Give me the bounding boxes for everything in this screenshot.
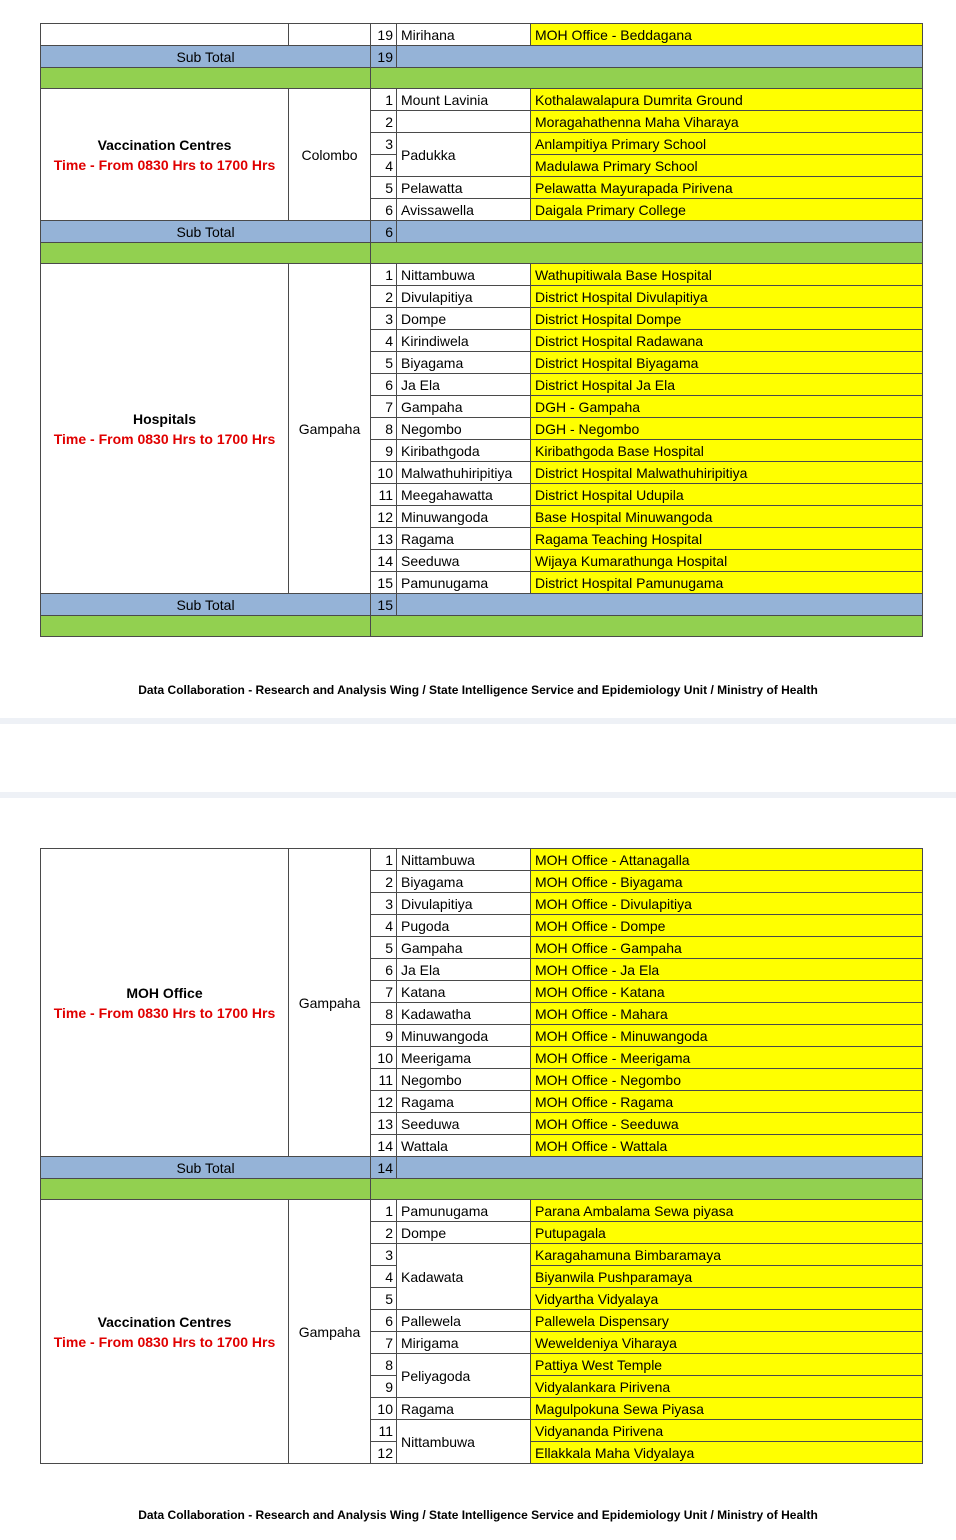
subtotal-label: Sub Total	[41, 1157, 371, 1179]
row-number: 12	[371, 1091, 397, 1113]
row-number: 6	[371, 199, 397, 221]
location-cell: MOH Office - Divulapitiya	[531, 893, 923, 915]
location-cell: Kiribathgoda Base Hospital	[531, 440, 923, 462]
area-cell: Seeduwa	[397, 550, 531, 572]
area-cell: Nittambuwa	[397, 1420, 531, 1464]
category-time: Time - From 0830 Hrs to 1700 Hrs	[53, 430, 276, 447]
district-cell: Gampaha	[289, 849, 371, 1157]
row-number: 10	[371, 1047, 397, 1069]
area-cell: Divulapitiya	[397, 286, 531, 308]
row-number: 3	[371, 308, 397, 330]
area-cell: Biyagama	[397, 871, 531, 893]
page-1	[0, 0, 956, 718]
row-number: 2	[371, 286, 397, 308]
area-cell: Malwathuhiripitiya	[397, 462, 531, 484]
location-cell: Madulawa Primary School	[531, 155, 923, 177]
subtotal-label: Sub Total	[41, 221, 371, 243]
area-cell: Negombo	[397, 1069, 531, 1091]
row-number: 13	[371, 528, 397, 550]
row-number: 7	[371, 396, 397, 418]
area-cell	[397, 111, 531, 133]
row-number: 1	[371, 264, 397, 286]
location-cell: District Hospital Biyagama	[531, 352, 923, 374]
location-cell: MOH Office - Gampaha	[531, 937, 923, 959]
location-cell: MOH Office - Beddagana	[531, 24, 923, 46]
row-number: 3	[371, 133, 397, 155]
row-number: 3	[371, 1244, 397, 1266]
subtotal-row	[41, 46, 923, 68]
location-cell: DGH - Gampaha	[531, 396, 923, 418]
location-cell: Pattiya West Temple	[531, 1354, 923, 1376]
location-cell: District Hospital Pamunugama	[531, 572, 923, 594]
row-number: 6	[371, 1310, 397, 1332]
row-number: 5	[371, 937, 397, 959]
category-time: Time - From 0830 Hrs to 1700 Hrs	[53, 1004, 276, 1021]
area-cell: Avissawella	[397, 199, 531, 221]
area-cell: Kadawata	[397, 1244, 531, 1310]
location-cell: Kothalawalapura Dumrita Ground	[531, 89, 923, 111]
subtotal-value: 15	[371, 594, 397, 616]
location-cell: MOH Office - Dompe	[531, 915, 923, 937]
area-cell: Pamunugama	[397, 1200, 531, 1222]
location-cell: Pallewela Dispensary	[531, 1310, 923, 1332]
row-number: 9	[371, 1376, 397, 1398]
area-cell: Dompe	[397, 1222, 531, 1244]
row-number: 5	[371, 177, 397, 199]
footer-credit: Data Collaboration - Research and Analysis Wing / State Intelligence Service and Epidemiology Unit / Ministry of Health	[138, 1508, 818, 1522]
location-cell: MOH Office - Seeduwa	[531, 1113, 923, 1135]
row-number: 6	[371, 374, 397, 396]
location-cell: Putupagala	[531, 1222, 923, 1244]
location-cell: Ragama Teaching Hospital	[531, 528, 923, 550]
location-cell: MOH Office - Negombo	[531, 1069, 923, 1091]
table-row	[41, 849, 923, 871]
table-row	[41, 89, 923, 111]
area-cell: Nittambuwa	[397, 849, 531, 871]
schedule-table-1	[40, 23, 923, 637]
location-cell: Daigala Primary College	[531, 199, 923, 221]
category-cell	[41, 264, 289, 594]
schedule-table-2	[40, 848, 923, 1464]
location-cell: Moragahathenna Maha Viharaya	[531, 111, 923, 133]
area-cell: Nittambuwa	[397, 264, 531, 286]
row-number: 10	[371, 462, 397, 484]
area-cell: Kirindiwela	[397, 330, 531, 352]
area-cell: Pugoda	[397, 915, 531, 937]
location-cell: Wathupitiwala Base Hospital	[531, 264, 923, 286]
subtotal-row	[41, 1157, 923, 1179]
location-cell: MOH Office - Mahara	[531, 1003, 923, 1025]
divider-row	[41, 243, 923, 264]
area-cell: Meerigama	[397, 1047, 531, 1069]
location-cell: Weweldeniya Viharaya	[531, 1332, 923, 1354]
row-number: 7	[371, 981, 397, 1003]
location-cell: Karagahamuna Bimbaramaya	[531, 1244, 923, 1266]
location-cell: MOH Office - Minuwangoda	[531, 1025, 923, 1047]
row-number: 12	[371, 506, 397, 528]
row-number: 14	[371, 1135, 397, 1157]
row-number: 2	[371, 871, 397, 893]
divider-row	[41, 1179, 923, 1200]
row-number: 4	[371, 155, 397, 177]
row-number: 1	[371, 849, 397, 871]
row-number: 4	[371, 1266, 397, 1288]
area-cell: Peliyagoda	[397, 1354, 531, 1398]
table-row	[41, 24, 923, 46]
row-number: 15	[371, 572, 397, 594]
area-cell: Ragama	[397, 1091, 531, 1113]
row-number: 9	[371, 440, 397, 462]
area-cell: Wattala	[397, 1135, 531, 1157]
area-cell: Mirihana	[397, 24, 531, 46]
subtotal-label: Sub Total	[41, 46, 371, 68]
page-2	[0, 798, 956, 1540]
row-number: 8	[371, 1003, 397, 1025]
location-cell: District Hospital Ja Ela	[531, 374, 923, 396]
area-cell: Katana	[397, 981, 531, 1003]
area-cell: Pelawatta	[397, 177, 531, 199]
area-cell: Meegahawatta	[397, 484, 531, 506]
location-cell: MOH Office - Biyagama	[531, 871, 923, 893]
row-number: 6	[371, 959, 397, 981]
row-number: 2	[371, 1222, 397, 1244]
area-cell: Seeduwa	[397, 1113, 531, 1135]
location-cell: Wijaya Kumarathunga Hospital	[531, 550, 923, 572]
category-time: Time - From 0830 Hrs to 1700 Hrs	[53, 156, 276, 173]
row-number: 8	[371, 1354, 397, 1376]
table-row	[41, 1200, 923, 1222]
location-cell: Magulpokuna Sewa Piyasa	[531, 1398, 923, 1420]
row-number: 8	[371, 418, 397, 440]
area-cell: Mount Lavinia	[397, 89, 531, 111]
location-cell: District Hospital Udupila	[531, 484, 923, 506]
row-number: 7	[371, 1332, 397, 1354]
divider-row	[41, 68, 923, 89]
table-row	[41, 264, 923, 286]
row-number: 13	[371, 1113, 397, 1135]
row-number: 5	[371, 352, 397, 374]
area-cell: Negombo	[397, 418, 531, 440]
page-separator	[0, 718, 956, 798]
row-number: 11	[371, 484, 397, 506]
area-cell: Ja Ela	[397, 959, 531, 981]
category-cell	[41, 849, 289, 1157]
divider-row	[41, 616, 923, 637]
area-cell: Pamunugama	[397, 572, 531, 594]
location-cell: District Hospital Divulapitiya	[531, 286, 923, 308]
row-number: 12	[371, 1442, 397, 1464]
category-cell	[41, 89, 289, 221]
location-cell: Vidyananda Pirivena	[531, 1420, 923, 1442]
row-number: 10	[371, 1398, 397, 1420]
location-cell: District Hospital Radawana	[531, 330, 923, 352]
location-cell: Parana Ambalama Sewa piyasa	[531, 1200, 923, 1222]
area-cell: Ragama	[397, 1398, 531, 1420]
footer-credit: Data Collaboration - Research and Analysis Wing / State Intelligence Service and Epidemiology Unit / Ministry of Health	[138, 683, 818, 697]
location-cell: DGH - Negombo	[531, 418, 923, 440]
subtotal-row	[41, 594, 923, 616]
category-title: MOH Office	[126, 984, 203, 1001]
location-cell: District Hospital Malwathuhiripitiya	[531, 462, 923, 484]
row-number: 4	[371, 915, 397, 937]
location-cell: MOH Office - Ja Ela	[531, 959, 923, 981]
area-cell: Padukka	[397, 133, 531, 177]
category-title: Vaccination Centres	[97, 136, 232, 153]
district-cell: Gampaha	[289, 1200, 371, 1464]
category-title: Hospitals	[132, 410, 196, 427]
location-cell: MOH Office - Wattala	[531, 1135, 923, 1157]
area-cell: Gampaha	[397, 396, 531, 418]
row-number: 3	[371, 893, 397, 915]
area-cell: Pallewela	[397, 1310, 531, 1332]
location-cell: Biyanwila Pushparamaya	[531, 1266, 923, 1288]
area-cell: Gampaha	[397, 937, 531, 959]
subtotal-label: Sub Total	[41, 594, 371, 616]
area-cell: Divulapitiya	[397, 893, 531, 915]
area-cell: Kadawatha	[397, 1003, 531, 1025]
area-cell: Kiribathgoda	[397, 440, 531, 462]
area-cell: Ragama	[397, 528, 531, 550]
location-cell: MOH Office - Attanagalla	[531, 849, 923, 871]
subtotal-value: 14	[371, 1157, 397, 1179]
subtotal-row	[41, 221, 923, 243]
row-number: 4	[371, 330, 397, 352]
row-number: 9	[371, 1025, 397, 1047]
location-cell: District Hospital Dompe	[531, 308, 923, 330]
subtotal-value: 6	[371, 221, 397, 243]
location-cell: Vidyartha Vidyalaya	[531, 1288, 923, 1310]
area-cell: Minuwangoda	[397, 506, 531, 528]
subtotal-value: 19	[371, 46, 397, 68]
row-number: 14	[371, 550, 397, 572]
row-number: 11	[371, 1420, 397, 1442]
location-cell: Ellakkala Maha Vidyalaya	[531, 1442, 923, 1464]
row-number: 5	[371, 1288, 397, 1310]
row-number: 1	[371, 89, 397, 111]
district-cell: Colombo	[289, 89, 371, 221]
location-cell: Anlampitiya Primary School	[531, 133, 923, 155]
location-cell: Base Hospital Minuwangoda	[531, 506, 923, 528]
category-title: Vaccination Centres	[97, 1313, 232, 1330]
row-number: 2	[371, 111, 397, 133]
district-cell: Gampaha	[289, 264, 371, 594]
area-cell: Ja Ela	[397, 374, 531, 396]
location-cell: MOH Office - Ragama	[531, 1091, 923, 1113]
location-cell: Pelawatta Mayurapada Pirivena	[531, 177, 923, 199]
location-cell: MOH Office - Meerigama	[531, 1047, 923, 1069]
area-cell: Minuwangoda	[397, 1025, 531, 1047]
location-cell: Vidyalankara Pirivena	[531, 1376, 923, 1398]
area-cell: Dompe	[397, 308, 531, 330]
category-time: Time - From 0830 Hrs to 1700 Hrs	[53, 1333, 276, 1350]
location-cell: MOH Office - Katana	[531, 981, 923, 1003]
category-cell	[41, 1200, 289, 1464]
row-number: 19	[371, 24, 397, 46]
area-cell: Biyagama	[397, 352, 531, 374]
row-number: 1	[371, 1200, 397, 1222]
area-cell: Mirigama	[397, 1332, 531, 1354]
row-number: 11	[371, 1069, 397, 1091]
